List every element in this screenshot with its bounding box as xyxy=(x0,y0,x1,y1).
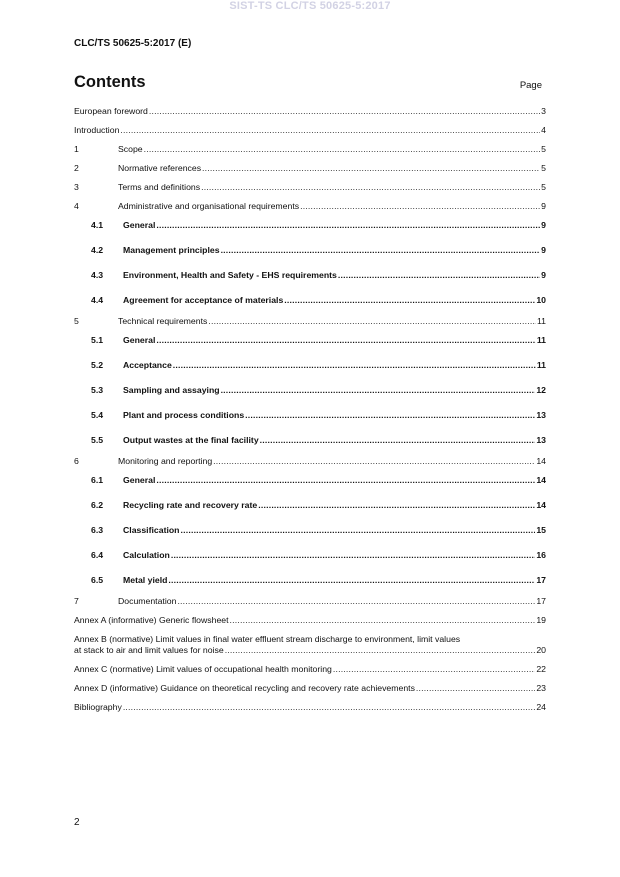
toc-number: 4 xyxy=(74,201,79,211)
toc-leader xyxy=(156,220,540,231)
toc-entry-section-6-1[interactable] xyxy=(74,475,546,486)
toc-entry-bibliography[interactable] xyxy=(74,702,546,713)
toc-entry-section-4-4[interactable] xyxy=(74,295,546,306)
watermark: SIST-TS CLC/TS 50625-5:2017 xyxy=(229,0,391,12)
toc-leader xyxy=(230,615,536,626)
toc-entry-section-5-4[interactable] xyxy=(74,410,546,421)
toc-page: 23 xyxy=(536,683,546,693)
toc-leader xyxy=(260,435,536,446)
toc-entry-section-1[interactable] xyxy=(74,144,546,155)
toc-title: Administrative and organisational requirements xyxy=(118,201,300,211)
toc-title: Technical requirements xyxy=(118,316,208,326)
toc-leader xyxy=(202,163,540,174)
toc-number: 3 xyxy=(74,182,79,192)
toc-entry-section-6-3[interactable] xyxy=(74,525,546,536)
toc-title: Output wastes at the final facility xyxy=(123,435,259,445)
toc-number: 4.4 xyxy=(91,295,104,305)
toc-leader xyxy=(338,270,540,281)
toc-page: 5 xyxy=(541,144,546,154)
toc-page: 11 xyxy=(536,335,546,345)
toc-title: Bibliography xyxy=(74,702,122,712)
toc-number: 7 xyxy=(74,596,79,606)
toc-title-line-2: at stack to air and limit values for noise xyxy=(74,645,224,655)
toc-leader xyxy=(213,456,535,467)
toc-title: Sampling and assaying xyxy=(123,385,220,395)
toc-number: 5.1 xyxy=(91,335,104,345)
toc-entry-annex-d[interactable] xyxy=(74,683,546,694)
toc-page: 14 xyxy=(536,456,546,466)
toc-title: General xyxy=(123,475,156,485)
toc-number: 5.2 xyxy=(91,360,104,370)
toc-page: 14 xyxy=(536,500,546,510)
toc-leader xyxy=(284,295,535,306)
toc-title: Terms and definitions xyxy=(118,182,201,192)
toc-page: 17 xyxy=(536,575,546,585)
toc-number: 6.1 xyxy=(91,475,104,485)
toc-title: Acceptance xyxy=(123,360,172,370)
toc-number: 6.5 xyxy=(91,575,104,585)
toc-page: 9 xyxy=(541,201,546,211)
toc-title: Calculation xyxy=(123,550,170,560)
toc-title: Agreement for acceptance of materials xyxy=(123,295,284,305)
toc-leader xyxy=(168,575,535,586)
toc-number: 5 xyxy=(74,316,79,326)
toc-page: 10 xyxy=(536,295,546,305)
toc-title: Monitoring and reporting xyxy=(118,456,213,466)
toc-page: 20 xyxy=(536,645,546,655)
toc-number: 4.2 xyxy=(91,245,104,255)
toc-title: Documentation xyxy=(118,596,177,606)
toc-entry-section-2[interactable] xyxy=(74,163,546,174)
toc-title: Classification xyxy=(123,525,180,535)
toc-leader xyxy=(156,335,535,346)
toc-leader xyxy=(245,410,535,421)
toc-page: 15 xyxy=(536,525,546,535)
toc-number: 6.2 xyxy=(91,500,104,510)
contents-title: Contents xyxy=(74,73,146,91)
toc-page: 9 xyxy=(541,220,546,230)
toc-number: 6.4 xyxy=(91,550,104,560)
toc-page: 3 xyxy=(541,106,546,116)
toc-page: 4 xyxy=(541,125,546,135)
toc-page: 13 xyxy=(536,410,546,420)
toc-leader xyxy=(300,201,540,212)
toc-leader xyxy=(149,106,540,117)
toc-entry-section-5-1[interactable] xyxy=(74,335,546,346)
toc-leader xyxy=(225,645,536,656)
toc-entry-annex-b[interactable] xyxy=(74,634,546,656)
toc-entry-section-6-5[interactable] xyxy=(74,575,546,586)
toc-entry-section-6-2[interactable] xyxy=(74,500,546,511)
toc-title: Annex A (informative) Generic flowsheet xyxy=(74,615,229,625)
toc-page: 13 xyxy=(536,435,546,445)
toc-title: Environment, Health and Safety - EHS requirements xyxy=(123,270,337,280)
toc-title: European foreword xyxy=(74,106,148,116)
toc-page: 22 xyxy=(536,664,546,674)
toc-title: Annex C (normative) Limit values of occupational health monitoring xyxy=(74,664,332,674)
toc-page: 19 xyxy=(536,615,546,625)
toc-entry-section-5-3[interactable] xyxy=(74,385,546,396)
toc-page: 9 xyxy=(541,270,546,280)
toc-entry-annex-a[interactable] xyxy=(74,615,546,626)
toc-leader xyxy=(416,683,535,694)
toc-leader xyxy=(181,525,536,536)
toc-number: 2 xyxy=(74,163,79,173)
page-number: 2 xyxy=(74,817,80,828)
toc-number: 6 xyxy=(74,456,79,466)
toc-entry-section-4-3[interactable] xyxy=(74,270,546,281)
toc-number: 6.3 xyxy=(91,525,104,535)
toc-entry-section-4[interactable] xyxy=(74,201,546,212)
toc-entry-section-5-5[interactable] xyxy=(74,435,546,446)
toc-entry-section-6[interactable] xyxy=(74,456,546,467)
toc-page: 9 xyxy=(541,245,546,255)
toc-page: 11 xyxy=(536,316,546,326)
toc-entry-foreword[interactable] xyxy=(74,106,546,117)
toc-leader xyxy=(120,125,540,136)
toc-title-line-1: Annex B (normative) Limit values in final water effluent stream discharge to environment, limit values xyxy=(74,634,461,644)
toc-page: 5 xyxy=(541,182,546,192)
toc-page: 11 xyxy=(536,360,546,370)
toc-leader xyxy=(177,596,535,607)
toc-title: General xyxy=(123,335,156,345)
toc-title: Annex D (informative) Guidance on theoretical recycling and recovery rate achievements xyxy=(74,683,415,693)
toc-leader xyxy=(171,550,536,561)
toc-leader xyxy=(221,385,536,396)
toc-leader xyxy=(201,182,540,193)
toc-entry-annex-c[interactable] xyxy=(74,664,546,675)
toc-page: 5 xyxy=(541,163,546,173)
toc-title: Normative references xyxy=(118,163,202,173)
toc-entry-section-3[interactable] xyxy=(74,182,546,193)
toc-number: 5.4 xyxy=(91,410,104,420)
contents-heading xyxy=(74,73,546,95)
toc-page: 17 xyxy=(536,596,546,606)
toc-leader xyxy=(208,316,536,327)
table-of-contents xyxy=(74,106,546,713)
toc-title: Recycling rate and recovery rate xyxy=(123,500,258,510)
toc-number: 1 xyxy=(74,144,79,154)
toc-leader xyxy=(156,475,535,486)
toc-number: 4.3 xyxy=(91,270,104,280)
toc-leader xyxy=(258,500,535,511)
toc-title: Scope xyxy=(118,144,143,154)
toc-entry-introduction[interactable] xyxy=(74,125,546,136)
toc-entry-section-4-2[interactable] xyxy=(74,245,546,256)
toc-leader xyxy=(221,245,541,256)
toc-leader xyxy=(144,144,541,155)
toc-page: 16 xyxy=(536,550,546,560)
toc-title: Management principles xyxy=(123,245,220,255)
toc-number: 4.1 xyxy=(91,220,104,230)
toc-leader xyxy=(123,702,536,713)
toc-page: 14 xyxy=(536,475,546,485)
toc-page: 12 xyxy=(536,385,546,395)
toc-entry-section-5[interactable] xyxy=(74,316,546,327)
toc-entry-section-7[interactable] xyxy=(74,596,546,607)
page-column-label: Page xyxy=(519,80,542,91)
toc-number: 5.5 xyxy=(91,435,104,445)
document-id: CLC/TS 50625-5:2017 (E) xyxy=(74,38,192,49)
toc-leader xyxy=(333,664,535,675)
toc-entry-section-4-1[interactable] xyxy=(74,220,546,231)
toc-title: Introduction xyxy=(74,125,120,135)
toc-number: 5.3 xyxy=(91,385,104,395)
toc-title: General xyxy=(123,220,156,230)
toc-entry-section-6-4[interactable] xyxy=(74,550,546,561)
toc-title: Metal yield xyxy=(123,575,168,585)
toc-leader xyxy=(173,360,536,371)
toc-entry-section-5-2[interactable] xyxy=(74,360,546,371)
toc-page: 24 xyxy=(536,702,546,712)
toc-title: Plant and process conditions xyxy=(123,410,245,420)
